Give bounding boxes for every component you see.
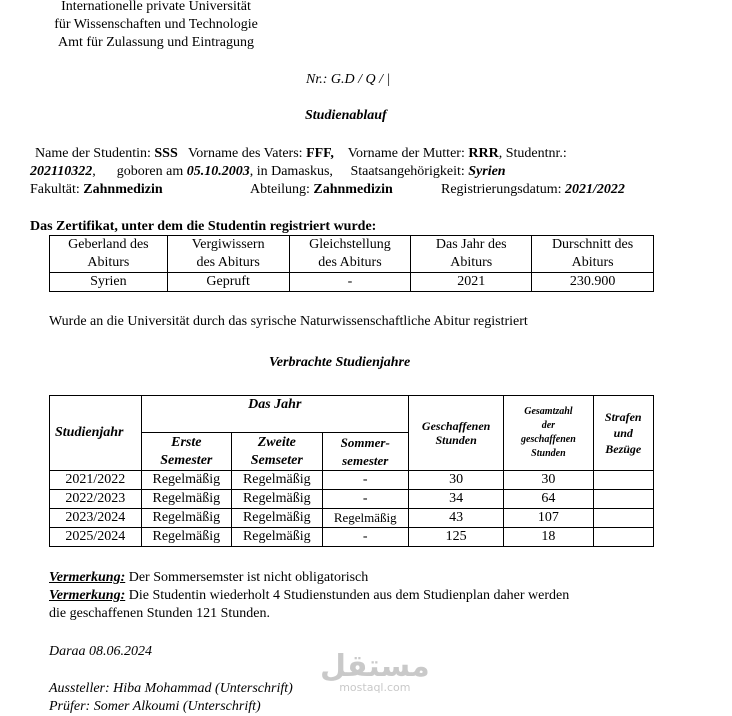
header-studienjahr: Studienjahr <box>50 396 142 471</box>
note-2-continued: die geschaffenen Stunden 121 Stunden. <box>49 606 270 621</box>
issue-date: Daraa 08.06.2024 <box>49 644 153 659</box>
header-total-hours: Gesamtzahl der geschaffenen Stunden <box>504 396 593 471</box>
cell-sem2: Regelmäßig <box>232 528 322 547</box>
note-1-text: Der Sommersemster ist nicht obligatorisch <box>125 570 369 585</box>
student-line-1 <box>35 145 567 163</box>
cell-summer: - <box>322 528 408 547</box>
header-hours: Geschaffenen Stunden <box>408 396 503 471</box>
cell-penalty <box>593 509 654 528</box>
cell-sem2: Regelmäßig <box>232 509 322 528</box>
note-1-label: Vermerkung: <box>49 570 126 585</box>
study-years-table <box>49 395 654 547</box>
cell-sem1: Regelmäßig <box>141 528 231 547</box>
cert-cell: - <box>289 273 411 292</box>
cert-cell: Syrien <box>50 273 168 292</box>
cell-summer: - <box>322 471 408 490</box>
cell-penalty <box>593 528 654 547</box>
cell-sem1: Regelmäßig <box>141 509 231 528</box>
certificate-table <box>49 235 654 292</box>
born-label: , goboren am <box>92 164 184 179</box>
header-summer: Sommer- semester <box>322 433 408 471</box>
father-name: FFF, <box>306 146 334 161</box>
born-place: , in Damaskus, <box>249 164 333 179</box>
table-row <box>50 471 654 490</box>
cert-cell: 230.900 <box>532 273 654 292</box>
cell-year: 2022/2023 <box>50 490 142 509</box>
student-id: 202110322 <box>30 164 93 179</box>
watermark-latin: mostaql.com <box>339 681 411 694</box>
faculty-label: Fakultät: <box>30 182 80 197</box>
cell-total: 18 <box>504 528 593 547</box>
table-row <box>50 490 654 509</box>
department: Zahnmedizin <box>313 182 393 197</box>
header-line-3: Amt für Zulassung und Eintragung <box>58 35 254 50</box>
cell-year: 2023/2024 <box>50 509 142 528</box>
note-2-label: Vermerkung: <box>49 588 126 603</box>
id-label: , Studentnr.: <box>498 146 567 161</box>
cert-header-cell: Geberland des Abiturs <box>50 236 168 273</box>
note-1 <box>49 569 368 587</box>
certificate-data-row <box>50 273 654 292</box>
cell-penalty <box>593 490 654 509</box>
examiner-line: Prüfer: Somer Alkoumi (Unterschrift) <box>49 699 261 714</box>
mother-name: RRR <box>468 146 499 161</box>
registration-line <box>441 181 625 199</box>
citizenship: Syrien <box>468 164 506 179</box>
note-2 <box>49 587 569 605</box>
student-line-2 <box>30 163 506 181</box>
cert-cell: 2021 <box>411 273 532 292</box>
cell-total: 64 <box>504 490 593 509</box>
cell-year: 2021/2022 <box>50 471 142 490</box>
reference-number: Nr.: G.D / Q / | <box>306 72 391 87</box>
cert-cell: Gepruft <box>167 273 289 292</box>
cell-sem2: Regelmäßig <box>232 471 322 490</box>
note-2-text: Die Studentin wiederholt 4 Studienstunden aus dem Studienplan daher werden <box>125 588 570 603</box>
header-semester-1: Erste Semester <box>141 433 231 471</box>
cert-header-cell: Gleichstellung des Abiturs <box>289 236 411 273</box>
cell-sem2: Regelmäßig <box>232 490 322 509</box>
cell-sem1: Regelmäßig <box>141 471 231 490</box>
cell-summer: Regelmäßig <box>322 509 408 528</box>
name-label: Name der Studentin: <box>35 146 151 161</box>
department-line <box>250 181 393 199</box>
cell-penalty <box>593 471 654 490</box>
document-title: Studienablauf <box>305 108 387 123</box>
department-label: Abteilung: <box>250 182 310 197</box>
cell-year: 2025/2024 <box>50 528 142 547</box>
faculty: Zahnmedizin <box>83 182 163 197</box>
header-line-2: für Wissenschaften und Technologie <box>54 17 258 32</box>
registration-label: Registrierungsdatum: <box>441 182 562 197</box>
header-line-1: Internationelle private Universität <box>61 0 251 14</box>
student-name: SSS <box>154 146 178 161</box>
cell-hours: 34 <box>408 490 503 509</box>
citizenship-label: Staatsangehörigkeit: <box>350 164 465 179</box>
mother-label: Vorname der Mutter: <box>347 146 465 161</box>
watermark-logo <box>320 649 430 694</box>
cert-header-cell: Vergiwissern des Abiturs <box>167 236 289 273</box>
cell-hours: 43 <box>408 509 503 528</box>
cert-header-cell: Durschnitt des Abiturs <box>532 236 654 273</box>
cell-total: 107 <box>504 509 593 528</box>
born-date: 05.10.2003 <box>186 164 250 179</box>
father-label: Vorname des Vaters: <box>187 146 303 161</box>
cell-summer: - <box>322 490 408 509</box>
watermark-arabic: مستقل <box>320 649 430 684</box>
cell-total: 30 <box>504 471 593 490</box>
header-das-jahr: Das Jahr <box>141 396 408 433</box>
registration-date: 2021/2022 <box>565 182 625 197</box>
student-line-3 <box>30 181 163 199</box>
cell-sem1: Regelmäßig <box>141 490 231 509</box>
cert-header-cell: Das Jahr des Abiturs <box>411 236 532 273</box>
cell-hours: 125 <box>408 528 503 547</box>
cell-hours: 30 <box>408 471 503 490</box>
issuer-line: Aussteller: Hiba Mohammad (Unterschrift) <box>49 681 293 696</box>
table-row <box>50 509 654 528</box>
certificate-header-row <box>50 236 654 273</box>
table-row <box>50 528 654 547</box>
header-semester-2: Zweite Semseter <box>232 433 322 471</box>
registration-statement: Wurde an die Universität durch das syrische Naturwissenschaftliche Abitur registriert <box>49 314 528 329</box>
header-penalties: Strafen und Bezüge <box>593 396 654 471</box>
study-header-row-1 <box>50 396 654 433</box>
study-years-title: Verbrachte Studienjahre <box>269 355 411 370</box>
certificate-heading: Das Zertifikat, unter dem die Studentin registriert wurde: <box>30 219 377 234</box>
